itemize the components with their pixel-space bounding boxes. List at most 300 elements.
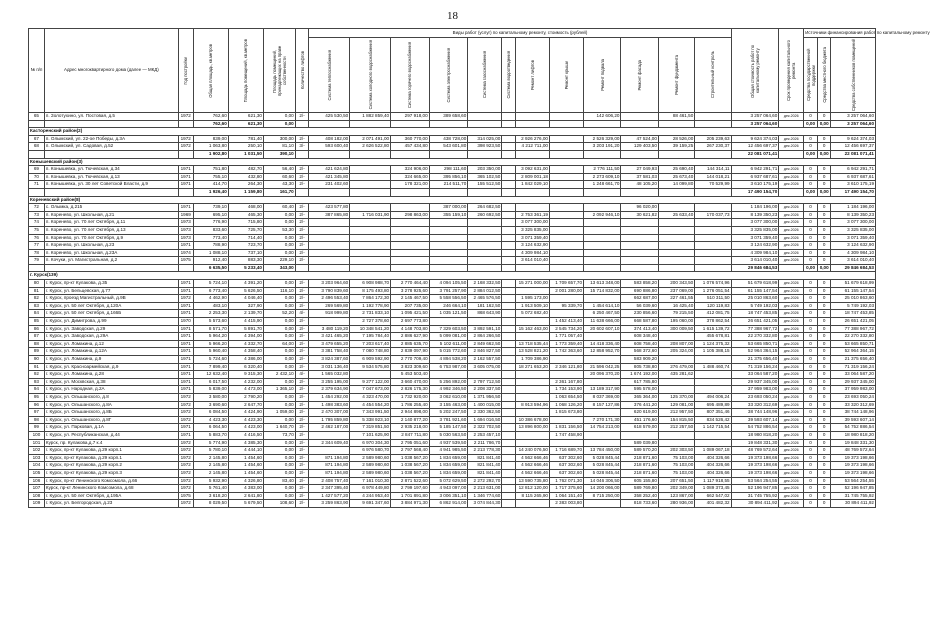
cell-gov: 0 [804,204,818,212]
cell-premises: 468,00 [228,204,263,212]
cell-num: 109 [29,500,45,508]
cell-work: 79 215,50 [658,310,694,318]
cell-work: 4 094 105,50 [429,280,468,288]
cell-num: 104 [29,462,45,470]
cell-work [309,226,350,234]
cell-local: 0 [817,485,831,493]
cell-work [695,371,731,379]
cell-owners: 30 894 411,92 [831,500,876,508]
cell-lifts: 2/- [295,416,309,424]
cell-work: 408 182,00 [309,135,350,143]
cell-premises: 5 233,40 [228,264,263,272]
cell-work: 13 189 317,90 [584,386,621,394]
cell-total: 48 769 572,64 [731,447,779,455]
cell-local: 0 [817,310,831,318]
cell-work: 7 319 851,50 [350,424,391,432]
header-col-premises: Площадь помещений, кв.метров [228,29,263,113]
cell-work: 662 687,00 [621,295,658,303]
cell-num: 65 [29,113,45,121]
cell-work [391,234,430,242]
cell-work: 2 361 167,80 [549,378,583,386]
cell-gov: 0 [804,234,818,242]
cell-work [549,143,583,151]
cell-work: 2 809 001,18 [515,173,549,181]
cell-work: 2 001 280,00 [549,287,583,295]
table-row [29,378,876,386]
cell-work [309,150,350,158]
cell-owners: 19 373 198,66 [831,469,876,477]
cell-work [468,371,502,379]
cell-year [178,188,193,196]
cell-owners: 26 651 421,05 [831,318,876,326]
cell-owned: 1 640,70 [263,424,295,432]
cell-work: 3 614 010,40 [515,257,549,265]
cell-local: 0 [817,378,831,386]
cell-total: 29 937 345,00 [731,378,779,386]
cell-work: 4 562 666,46 [515,454,549,462]
cell-area: 6 773,40 [193,287,228,295]
cell-work [429,257,468,265]
cell-lifts: 2/- [295,204,309,212]
cell-address: п. Коренево, ул. 70 лет Октября, д.9 [44,234,178,242]
cell-gov: 0 [804,173,818,181]
cell-premises: 621,30 [228,120,263,128]
cell-owners: 22 270 332,80 [831,333,876,341]
cell-gov: 0 [804,393,818,401]
capital-repair-table [28,28,930,508]
cell-work: 2 140 877,20 [391,416,430,424]
cell-work: 3 071 359,40 [515,234,549,242]
cell-gov: 0 [804,454,818,462]
cell-address: г. Курск, ул. Димитрова, д.99 [44,318,178,326]
cell-work [502,409,516,417]
cell-premises: 264,30 [228,181,263,189]
cell-work [502,295,516,303]
cell-lifts: 2/- [295,181,309,189]
cell-local: 0 [817,211,831,219]
cell-total: 3 077 300,00 [731,219,779,227]
cell-owned: 0,00 [263,242,295,250]
cell-owned: 0,00 [263,485,295,493]
cell-date: дек.2026 [779,226,804,234]
table-row [29,462,876,470]
cell-num: 69 [29,166,45,174]
cell-work: 1 035 121,50 [429,310,468,318]
cell-work [350,181,391,189]
cell-address: п. Кочуки, ул. Магистральная, д.2 [44,257,178,265]
cell-premises: 2 641,80 [228,492,263,500]
cell-work: 2 526 329,00 [584,135,621,143]
cell-work: 871 194,80 [309,469,350,477]
cell-premises: 2 139,70 [228,310,263,318]
cell-address: г. Курск, ул. Ломакина, д.9 [44,356,178,364]
cell-area: 912,40 [193,257,228,265]
cell-work: 3 203 191,20 [584,143,621,151]
cell-premises: 781,40 [228,135,263,143]
cell-work: 1 595 173,00 [515,295,549,303]
cell-work [658,234,694,242]
cell-work [502,181,516,189]
cell-work [502,378,516,386]
cell-work [695,219,731,227]
table-row [29,439,876,447]
cell-work: 14 418 336,40 [584,340,621,348]
cell-owners: 19 373 198,66 [831,462,876,470]
cell-year: 1972 [178,295,193,303]
table-row [29,454,876,462]
cell-work: 1 834 659,00 [429,469,468,477]
cell-area: 2 253,30 [193,310,228,318]
cell-lifts: 2/- [295,340,309,348]
cell-owners: 19 848 331,30 [831,439,876,447]
cell-work [502,447,516,455]
cell-work [502,234,516,242]
cell-work: 2 799 197,60 [391,485,430,493]
cell-num: 92 [29,371,45,379]
cell-work [350,173,391,181]
cell-work: 1 882 859,40 [350,113,391,121]
cell-work: 395 856,10 [429,173,468,181]
cell-work: 1 771 057,40 [549,333,583,341]
cell-work: 5 102 611,00 [429,340,468,348]
cell-work: 15 714 832,00 [584,287,621,295]
cell-date: дек.2026 [779,363,804,371]
cell-owned: 0,00 [263,454,295,462]
cell-owned: 0,00 [263,447,295,455]
cell-work: 218 871,60 [621,454,658,462]
cell-address: п. Коренево, ул. Школьная, д.21 [44,211,178,219]
cell-local: 0 [817,416,831,424]
cell-work [549,264,583,272]
cell-work: 5 028 845,44 [584,454,621,462]
cell-work: 2 322 702,50 [468,424,502,432]
cell-premises: 432,80 [228,173,263,181]
cell-date: дек.2026 [779,181,804,189]
cell-gov: 0 [804,143,818,151]
cell-work: 1 565 032,80 [309,371,350,379]
cell-work: 3 823 309,60 [391,363,430,371]
table-row [29,500,876,508]
cell-owned: 73,70 [263,431,295,439]
cell-work: 3 791 257,90 [429,287,468,295]
cell-work [502,371,516,379]
cell-work: 1 346 774,60 [468,492,502,500]
cell-work: 276 479,00 [658,363,694,371]
cell-work: 2 776 111,50 [584,166,621,174]
cell-owners: 54 752 886,54 [831,424,876,432]
cell-year: 1971 [178,340,193,348]
cell-num: 91 [29,363,45,371]
cell-address: г. Курск, ул. Бельцевская, д.77 [44,287,178,295]
cell-work [549,226,583,234]
cell-gov: 0 [804,469,818,477]
table-row [29,469,876,477]
cell-area: 839,00 [193,135,228,143]
cell-premises: 6 320,40 [228,363,263,371]
cell-work [429,371,468,379]
cell-work: 2 864 266,50 [468,333,502,341]
cell-work: 2 071 491,00 [350,135,391,143]
cell-local: 0 [817,386,831,394]
cell-work: 95 339,70 [549,302,583,310]
cell-area: 4 462,90 [193,295,228,303]
cell-owned: 60,60 [263,173,295,181]
cell-premises: 4 473,00 [228,386,263,394]
cell-work: 14 046 306,50 [584,477,621,485]
header-col-area: Общая площадь, кв.метров [193,29,228,113]
cell-work: 2 847 711,80 [391,431,430,439]
cell-lifts: 2/- [295,431,309,439]
cell-owners: 25 010 863,60 [831,295,876,303]
cell-work: 5 558 556,50 [429,295,468,303]
cell-work: 28 526,00 [658,135,694,143]
cell-work: 605 155,80 [621,477,658,485]
cell-work [549,204,583,212]
cell-num: 96 [29,401,45,409]
cell-work [502,257,516,265]
cell-owned: 0,00 [263,401,295,409]
cell-work: 637 302,60 [549,469,583,477]
cell-work: 75 103,00 [658,469,694,477]
cell-gov: 0 [804,492,818,500]
cell-work [391,188,430,196]
cell-owned: 0,00 [263,333,295,341]
cell-gov: 0 [804,500,818,508]
cell-total: 5 749 192,03 [731,302,779,310]
cell-lifts [295,120,309,128]
cell-date: дек.2026 [779,325,804,333]
cell-year: 1971 [178,356,193,364]
cell-date: дек.2026 [779,485,804,493]
table-row [29,318,876,326]
cell-premises: 4 423,30 [228,416,263,424]
cell-work [391,204,430,212]
cell-owners: 33 064 587,20 [831,371,876,379]
cell-local: 0 [817,181,831,189]
cell-work [549,219,583,227]
cell-work: 4 941 985,50 [429,447,468,455]
cell-local: 0 [817,135,831,143]
cell-work [502,211,516,219]
cell-work: 455 678,81 [695,333,731,341]
cell-work [549,166,583,174]
cell-work [621,219,658,227]
cell-local: 0 [817,143,831,151]
cell-gov: 0 [804,287,818,295]
cell-work: 821 841,40 [468,469,502,477]
header-col-17: Ремонт фундамента [658,38,694,113]
cell-local: 0 [817,371,831,379]
cell-year [178,120,193,128]
cell-work: 96 020,00 [621,204,658,212]
cell-work [549,211,583,219]
cell-work: 18 271 653,20 [515,363,549,371]
cell-lifts [295,150,309,158]
cell-work [309,234,350,242]
cell-work: 142 606,20 [584,113,621,121]
cell-work [502,226,516,234]
cell-work [584,264,621,272]
cell-premises: 4 332,70 [228,340,263,348]
cell-total: 3 614 010,40 [731,257,779,265]
cell-total: 3 257 064,60 [731,113,779,121]
cell-work: 2 346 121,80 [549,363,583,371]
section-row [29,158,876,166]
cell-work: 421 345,80 [309,173,350,181]
cell-work [309,447,350,455]
cell-local: 0 [817,348,831,356]
cell-work: 1 674 192,00 [621,371,658,379]
cell-work: 15 271 000,00 [515,280,549,288]
cell-lifts: 2/- [295,211,309,219]
cell-date: дек.2026 [779,409,804,417]
cell-owned: 116,10 [263,287,295,295]
cell-work: 4 212 711,00 [515,143,549,151]
cell-lifts: 2/- [295,356,309,364]
cell-area: 2 145,80 [193,469,228,477]
cell-address: г. Курск, ул. Народная, д.2А [44,386,178,394]
cell-work: 13 590 735,80 [515,477,549,485]
section-row [29,128,876,136]
cell-work: 47 524,00 [621,135,658,143]
cell-year: 1972 [178,439,193,447]
cell-work: 376 441,20 [621,401,658,409]
cell-work: 3 421 465,20 [309,333,350,341]
cell-work: 4 894 538,20 [429,356,468,364]
cell-work: 1 488 460,74 [695,363,731,371]
cell-total: 3 257 064,60 [731,120,779,128]
cell-address: г. Курск, ул. Ольшанского, д.8Б [44,409,178,417]
cell-work: 14 754 213,00 [584,424,621,432]
cell-owners: 3 071 359,40 [831,234,876,242]
cell-work: 75 103,00 [658,454,694,462]
cell-work [350,150,391,158]
cell-owners: 18 980 818,20 [831,431,876,439]
cell-lifts: 2/- [295,135,309,143]
section-title: Кореневский район(8) [29,196,876,204]
cell-lifts: 2/- [295,485,309,493]
cell-work: 1 498 383,60 [309,401,350,409]
cell-total: 9 624 374,03 [731,135,779,143]
cell-work: 269 569,80 [309,302,350,310]
cell-work [309,318,350,326]
cell-work: 7 195 784,40 [350,333,391,341]
cell-work: 3 381 758,40 [309,348,350,356]
cell-work: 5 015 772,60 [429,348,468,356]
cell-local: 0,00 [817,264,831,272]
cell-work: 8 175 493,80 [350,287,391,295]
cell-num: 93 [29,378,45,386]
cell-owners: 4 309 984,10 [831,249,876,257]
cell-work: 2 272 292,70 [468,477,502,485]
cell-work: 2 795 051,60 [391,439,430,447]
cell-local: 0 [817,424,831,432]
cell-work: 435 281,62 [658,371,694,379]
cell-gov: 0,00 [804,264,818,272]
cell-work: 181 162,50 [468,302,502,310]
cell-work [621,257,658,265]
cell-work: 298 863,00 [391,211,430,219]
cell-num: 82 [29,295,45,303]
cell-year: 1971 [178,242,193,250]
cell-num: 103 [29,454,45,462]
section-title: Конышевский район(3) [29,158,876,166]
cell-work: 20 602 607,10 [584,325,621,333]
cell-year: 1972 [178,143,193,151]
cell-work [350,242,391,250]
cell-num: 77 [29,242,45,250]
cell-work: 401 482,32 [695,500,731,508]
cell-work [391,120,430,128]
cell-work: 2 496 553,40 [309,295,350,303]
cell-num: 89 [29,348,45,356]
cell-total: 23 693 050,24 [731,393,779,401]
cell-work: 10 386 678,00 [515,416,549,424]
cell-owned: 81,10 [263,143,295,151]
cell-area: 2 145,80 [193,454,228,462]
cell-work: 2 470 307,00 [309,409,350,417]
cell-total: 3 071 359,40 [731,234,779,242]
header-col-lifts: Количество лифтов [295,29,309,113]
cell-lifts: 2/- [295,166,309,174]
cell-work: 2 753 361,19 [515,211,549,219]
cell-work [515,431,549,439]
cell-work: 280 936,00 [658,500,694,508]
cell-work [549,113,583,121]
cell-local: 0 [817,356,831,364]
cell-gov: 0 [804,477,818,485]
cell-work [584,234,621,242]
cell-work: 1 716 689,70 [549,447,583,455]
cell-work [658,226,694,234]
cell-total: 29 846 684,53 [731,264,779,272]
cell-work [309,257,350,265]
cell-work: 264 682,50 [468,204,502,212]
cell-lifts [295,188,309,196]
cell-num: 74 [29,219,45,227]
cell-work [429,188,468,196]
cell-work: 9 277 122,00 [350,378,391,386]
cell-work: 589 039,80 [621,439,658,447]
cell-area: 773,40 [193,234,228,242]
cell-gov: 0 [804,166,818,174]
cell-work: 618 579,00 [621,424,658,432]
cell-work [515,333,549,341]
cell-work: 25 673,40 [658,173,694,181]
cell-premises: 4 358,40 [228,348,263,356]
cell-work: 4 562 666,46 [515,462,549,470]
cell-work [468,249,502,257]
header-col-22: Средства местного бюджета [817,38,831,113]
cell-owned: 0,00 [263,113,295,121]
cell-work: 6 976 580,70 [350,447,391,455]
cell-gov: 0 [804,242,818,250]
cell-work: 205 239,63 [695,135,731,143]
cell-num [29,188,45,196]
cell-work [468,226,502,234]
cell-work [549,135,583,143]
cell-work: 1 038 567,20 [391,469,430,477]
cell-work [502,431,516,439]
cell-work [695,120,731,128]
cell-local: 0 [817,492,831,500]
cell-work: 3 605 075,00 [468,363,502,371]
cell-work: 3 278 925,60 [391,287,430,295]
cell-work [549,188,583,196]
cell-work [621,234,658,242]
cell-work: 202 303,50 [658,447,694,455]
cell-work: 324 665,00 [391,173,430,181]
